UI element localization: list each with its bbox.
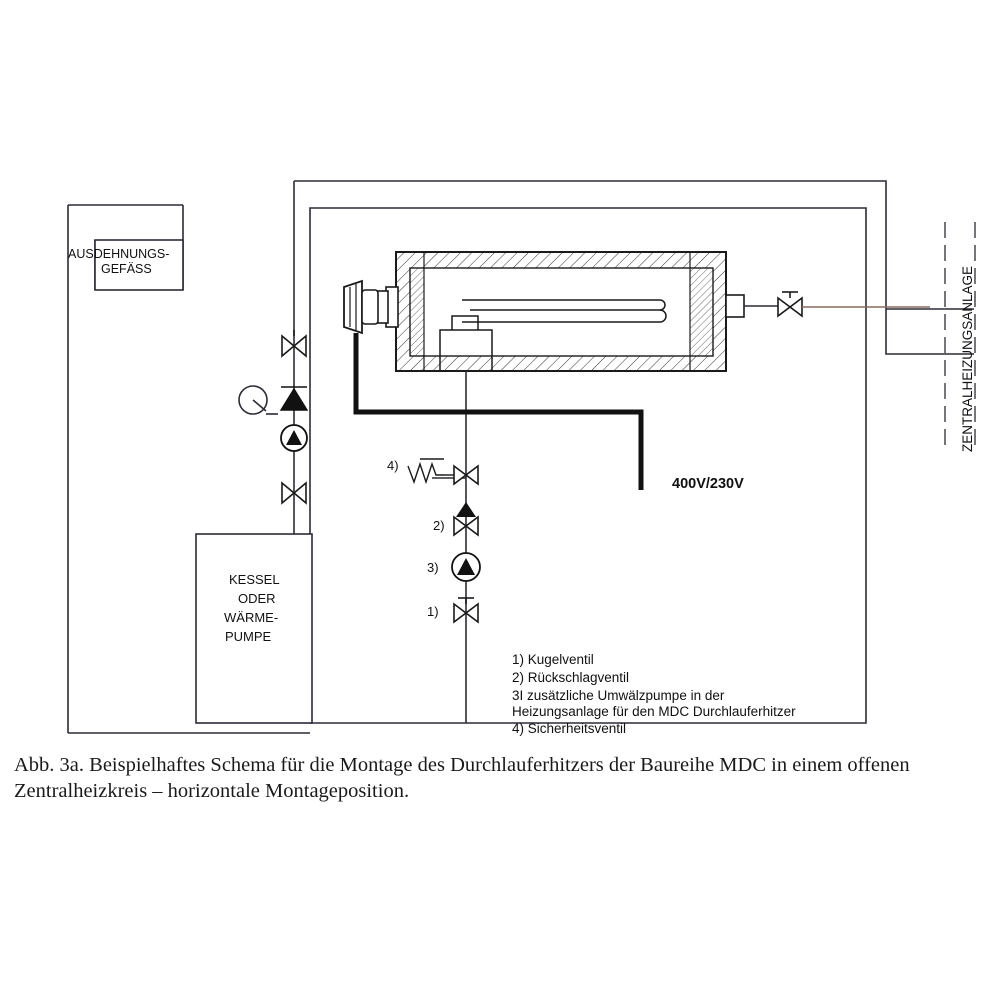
pump-center: [427, 553, 480, 581]
callout-3-label: 3): [427, 560, 439, 575]
legend-item-3-cont: Heizungsanlage für den MDC Durchlauferhitzer: [512, 704, 796, 719]
callout-2-label: 2): [433, 518, 445, 533]
boiler-label-4: PUMPE: [225, 629, 272, 644]
voltage-label: 400V/230V: [672, 476, 744, 492]
valve-safety: [387, 458, 478, 484]
expansion-vessel: [68, 240, 183, 290]
boiler-label-1: KESSEL: [229, 572, 280, 587]
legend-item-3: 3I zusätzliche Umwälzpumpe in der: [512, 688, 725, 703]
pump-left: [281, 425, 307, 451]
boiler-label-2: ODER: [238, 591, 276, 606]
callout-4-label: 4): [387, 458, 399, 473]
legend-item-4: 4) Sicherheitsventil: [512, 721, 627, 736]
legend-item-2: 2) Rückschlagventil: [512, 670, 630, 685]
mdc-flow-heater: [344, 252, 778, 380]
valve-ball-center: [427, 598, 478, 622]
callout-1-label: 1): [427, 604, 439, 619]
legend-item-1: 1) Kugelventil: [512, 652, 594, 667]
central-heating-label: ZENTRALHEIZUNGSANLAGE: [960, 265, 975, 452]
valve-check-center: [433, 502, 478, 535]
heater-terminal-head: [344, 281, 398, 333]
boiler-label-3: WÄRME-: [224, 610, 279, 625]
central-heating-rail: [945, 222, 975, 452]
valve-gate-outlet: [778, 292, 930, 316]
valve-check-left: [281, 387, 307, 410]
expansion-vessel-label-2: GEFÄSS: [101, 262, 152, 276]
expansion-vessel-label-1: AUSDEHNUNGS-: [68, 247, 170, 261]
boiler-unit: [196, 534, 312, 723]
gauge-left: [239, 386, 278, 414]
figure-caption: Abb. 3a. Beispielhaftes Schema für die Montage des Durchlauferhitzers der Baureihe MDC in einem offenen Zentralheizkreis – horizontale Montageposition.: [14, 754, 910, 802]
